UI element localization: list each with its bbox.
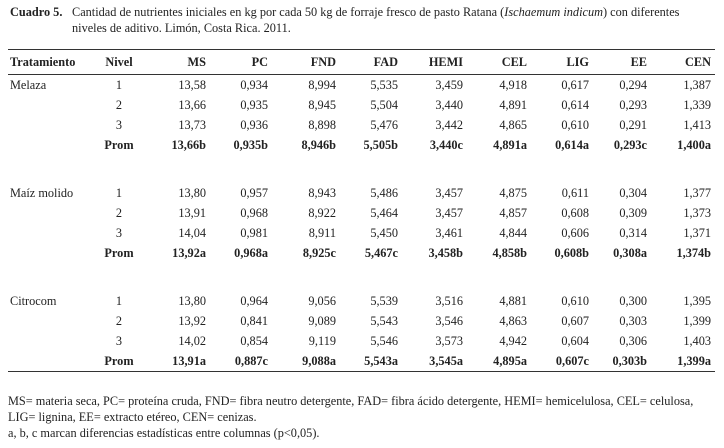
value-cell: 13,66 xyxy=(178,97,206,112)
value-cell: 8,898 xyxy=(308,117,336,132)
value-cell: 0,611 xyxy=(561,185,589,200)
value-cell: 1,413 xyxy=(683,117,711,132)
value-cell: 5,535 xyxy=(370,77,398,92)
value-cell: 4,918 xyxy=(499,77,527,92)
empty-cell xyxy=(8,243,94,263)
average-value-cell: 0,308a xyxy=(613,245,647,260)
value-cell: 0,294 xyxy=(619,77,647,92)
value-cell: 14,04 xyxy=(178,225,206,240)
value-cell: 0,934 xyxy=(240,77,268,92)
prom-label: Prom xyxy=(94,351,144,372)
level-cell: 2 xyxy=(115,313,123,328)
value-cell: 0,604 xyxy=(561,333,589,348)
value-cell: 8,994 xyxy=(308,77,336,92)
significance-note: a, b, c marcan diferencias estadísticas entre columnas (p<0,05). xyxy=(8,426,320,440)
average-value-cell: 1,400a xyxy=(677,137,711,152)
header-cel: CEL xyxy=(467,50,531,75)
header-hemi: HEMI xyxy=(402,50,467,75)
treatment-name xyxy=(8,115,94,135)
value-cell: 4,881 xyxy=(499,293,527,308)
value-cell: 5,546 xyxy=(370,333,398,348)
value-cell: 5,543 xyxy=(370,313,398,328)
average-value-cell: 13,92a xyxy=(172,245,206,260)
average-value-cell: 0,887c xyxy=(210,351,272,372)
header-ms: MS xyxy=(144,50,210,75)
table-caption xyxy=(10,4,715,36)
header-row xyxy=(8,50,715,75)
average-value-cell: 8,946b xyxy=(301,137,336,152)
average-value-cell: 0,614a xyxy=(555,137,589,152)
empty-cell xyxy=(8,135,94,155)
average-row xyxy=(8,351,715,372)
value-cell: 1,387 xyxy=(683,77,711,92)
value-cell: 5,450 xyxy=(370,225,398,240)
average-value-cell: 0,293c xyxy=(613,137,647,152)
value-cell: 0,300 xyxy=(619,293,647,308)
value-cell: 3,440 xyxy=(435,97,463,112)
abbreviations-note: MS= materia seca, PC= proteína cruda, FND= fibra neutro detergente, FAD= fibra ácido detergente, HEMI= hemicelulosa, CEL= celulosa, LIG= lignina, EE= extracto etéreo, CEN= cenizas. xyxy=(8,394,694,424)
table-row xyxy=(8,223,715,243)
value-cell: 4,865 xyxy=(499,117,527,132)
value-cell: 1,395 xyxy=(683,293,711,308)
average-value-cell: 1,374b xyxy=(676,245,711,260)
average-value-cell: 8,925c xyxy=(302,245,336,260)
level-cell: 1 xyxy=(115,77,123,92)
nutrients-table xyxy=(8,49,715,372)
group-spacer xyxy=(8,263,715,291)
average-value-cell: 3,458b xyxy=(428,245,463,260)
value-cell: 5,476 xyxy=(370,117,398,132)
table-row xyxy=(8,183,715,203)
value-cell: 0,606 xyxy=(561,225,589,240)
header-pc: PC xyxy=(210,50,272,75)
caption-text xyxy=(72,4,712,36)
header-cen: CEN xyxy=(651,50,715,75)
treatment-name: Maíz molido xyxy=(10,185,74,200)
average-value-cell: 13,91a xyxy=(144,351,210,372)
value-cell: 4,942 xyxy=(499,333,527,348)
caption-text-before: Cantidad de nutrientes iniciales en kg por cada 50 kg de forraje fresco de pasto Ratana ( xyxy=(72,5,505,19)
level-cell: 1 xyxy=(115,185,123,200)
average-row xyxy=(8,135,715,155)
average-value-cell: 3,440c xyxy=(429,137,463,152)
value-cell: 14,02 xyxy=(178,333,206,348)
caption-label: Cuadro 5. xyxy=(10,5,63,19)
value-cell: 4,863 xyxy=(499,313,527,328)
value-cell: 1,373 xyxy=(683,205,711,220)
table-row xyxy=(8,95,715,115)
value-cell: 8,911 xyxy=(308,225,336,240)
level-cell: 3 xyxy=(115,225,123,240)
value-cell: 0,314 xyxy=(619,225,647,240)
treatment-name xyxy=(8,223,94,243)
average-value-cell: 0,607c xyxy=(531,351,593,372)
value-cell: 3,457 xyxy=(435,185,463,200)
average-value-cell: 9,088a xyxy=(272,351,340,372)
value-cell: 0,293 xyxy=(619,97,647,112)
value-cell: 13,92 xyxy=(178,313,206,328)
table-row xyxy=(8,331,715,351)
empty-cell xyxy=(8,351,94,372)
value-cell: 4,857 xyxy=(499,205,527,220)
header-fnd: FND xyxy=(272,50,340,75)
average-row xyxy=(8,243,715,263)
table-row xyxy=(8,75,715,96)
table-row xyxy=(8,203,715,223)
value-cell: 1,403 xyxy=(683,333,711,348)
value-cell: 0,854 xyxy=(240,333,268,348)
value-cell: 3,459 xyxy=(435,77,463,92)
treatment-name: Citrocom xyxy=(10,293,57,308)
nutrients-table-wrapper xyxy=(8,49,715,372)
header-fad: FAD xyxy=(340,50,402,75)
value-cell: 1,377 xyxy=(683,185,711,200)
value-cell: 0,614 xyxy=(561,97,589,112)
group-spacer xyxy=(8,155,715,183)
value-cell: 1,371 xyxy=(683,225,711,240)
value-cell: 1,339 xyxy=(683,97,711,112)
value-cell: 0,964 xyxy=(240,293,268,308)
value-cell: 0,957 xyxy=(240,185,268,200)
value-cell: 0,291 xyxy=(619,117,647,132)
value-cell: 0,935 xyxy=(240,97,268,112)
value-cell: 4,844 xyxy=(499,225,527,240)
value-cell: 3,461 xyxy=(435,225,463,240)
caption-text-after: ) con diferentes niveles de aditivo. Limón, Costa Rica. 2011. xyxy=(72,5,680,35)
level-cell: 2 xyxy=(115,97,123,112)
average-value-cell: 4,891a xyxy=(493,137,527,152)
header-lig: LIG xyxy=(531,50,593,75)
value-cell: 8,943 xyxy=(308,185,336,200)
table-body xyxy=(8,75,715,372)
value-cell: 8,945 xyxy=(308,97,336,112)
average-value-cell: 3,545a xyxy=(402,351,467,372)
value-cell: 4,875 xyxy=(499,185,527,200)
level-cell: 3 xyxy=(115,333,123,348)
value-cell: 3,546 xyxy=(435,313,463,328)
table-row xyxy=(8,115,715,135)
value-cell: 9,119 xyxy=(308,333,336,348)
value-cell: 0,303 xyxy=(619,313,647,328)
value-cell: 0,936 xyxy=(240,117,268,132)
table-notes xyxy=(8,393,718,441)
value-cell: 5,486 xyxy=(370,185,398,200)
value-cell: 0,306 xyxy=(619,333,647,348)
average-value-cell: 5,543a xyxy=(340,351,402,372)
treatment-name xyxy=(8,95,94,115)
average-value-cell: 0,935b xyxy=(233,137,268,152)
table-row xyxy=(8,311,715,331)
spacer-cell xyxy=(8,155,715,183)
value-cell: 0,610 xyxy=(561,293,589,308)
treatment-name: Melaza xyxy=(10,77,47,92)
value-cell: 13,80 xyxy=(178,185,206,200)
average-value-cell: 1,399a xyxy=(651,351,715,372)
header-ee: EE xyxy=(593,50,651,75)
average-value-cell: 13,66b xyxy=(171,137,206,152)
caption-species: Ischaemum indicum xyxy=(504,5,603,19)
value-cell: 0,617 xyxy=(561,77,589,92)
value-cell: 0,309 xyxy=(619,205,647,220)
prom-label: Prom xyxy=(104,245,134,260)
average-value-cell: 0,608b xyxy=(554,245,589,260)
average-value-cell: 0,303b xyxy=(593,351,651,372)
value-cell: 3,457 xyxy=(435,205,463,220)
average-value-cell: 5,505b xyxy=(363,137,398,152)
level-cell: 1 xyxy=(115,293,123,308)
value-cell: 13,91 xyxy=(178,205,206,220)
value-cell: 0,607 xyxy=(561,313,589,328)
value-cell: 1,399 xyxy=(683,313,711,328)
table-row xyxy=(8,291,715,311)
value-cell: 0,304 xyxy=(619,185,647,200)
value-cell: 5,464 xyxy=(370,205,398,220)
treatment-name xyxy=(8,311,94,331)
level-cell: 2 xyxy=(115,205,123,220)
spacer-cell xyxy=(8,263,715,291)
average-value-cell: 4,895a xyxy=(467,351,531,372)
value-cell: 5,539 xyxy=(370,293,398,308)
value-cell: 3,573 xyxy=(435,333,463,348)
value-cell: 0,968 xyxy=(240,205,268,220)
value-cell: 9,056 xyxy=(308,293,336,308)
value-cell: 0,610 xyxy=(561,117,589,132)
average-value-cell: 4,858b xyxy=(492,245,527,260)
value-cell: 0,608 xyxy=(561,205,589,220)
value-cell: 13,80 xyxy=(178,293,206,308)
value-cell: 0,981 xyxy=(240,225,268,240)
value-cell: 4,891 xyxy=(499,97,527,112)
prom-label: Prom xyxy=(104,137,134,152)
header-tratamiento: Tratamiento xyxy=(8,50,94,75)
value-cell: 3,516 xyxy=(435,293,463,308)
treatment-name xyxy=(8,203,94,223)
header-nivel: Nivel xyxy=(94,50,144,75)
value-cell: 8,922 xyxy=(308,205,336,220)
value-cell: 5,504 xyxy=(370,97,398,112)
treatment-name xyxy=(8,331,94,351)
level-cell: 3 xyxy=(115,117,123,132)
value-cell: 13,73 xyxy=(178,117,206,132)
value-cell: 13,58 xyxy=(178,77,206,92)
value-cell: 3,442 xyxy=(435,117,463,132)
average-value-cell: 5,467c xyxy=(364,245,398,260)
average-value-cell: 0,968a xyxy=(234,245,268,260)
value-cell: 0,841 xyxy=(240,313,268,328)
value-cell: 9,089 xyxy=(308,313,336,328)
